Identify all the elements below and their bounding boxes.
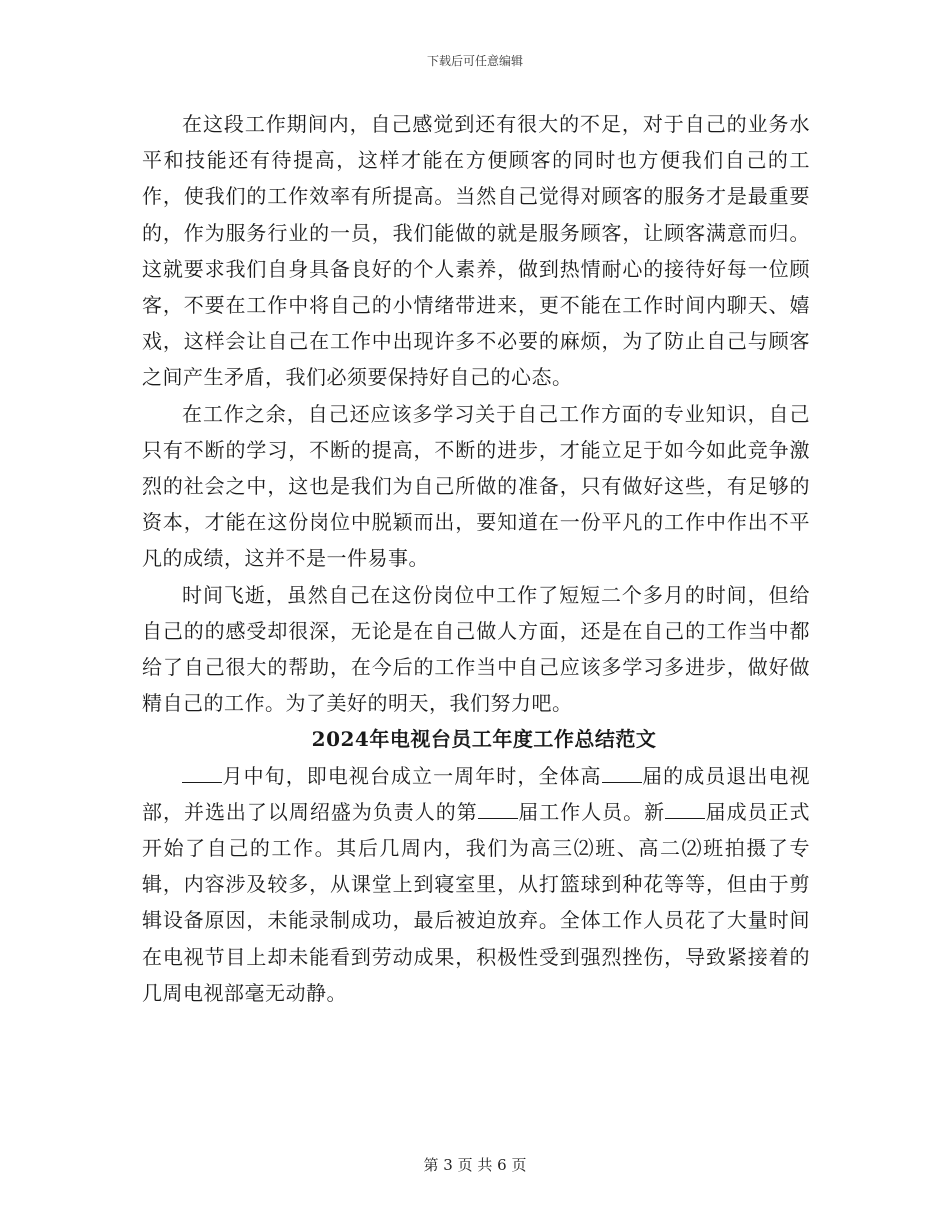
blank-underline (182, 761, 222, 783)
paragraph-4 (142, 758, 810, 1011)
paragraph-1: 在这段工作期间内，自己感觉到还有很大的不足，对于自己的业务水平和技能还有待提高，这样才能在方便顾客的同时也方便我们自己的工作，使我们的工作效率有所提高。当然自己觉得对顾客的服务才是最重要的，作为服务行业的一员，我们能做的就是服务顾客，让顾客满意而归。这就要求我们自身具备良好的个人素养，做到热情耐心的接待好每一位顾客，不要在工作中将自己的小情绪带进来，更不能在工作时间内聊天、嬉戏，这样会让自己在工作中出现许多不必要的麻烦，为了防止自己与顾客之间产生矛盾，我们必须要保持好自己的心态。 (142, 112, 810, 390)
section-title: 2024年电视台员工年度工作总结范文 (311, 727, 657, 752)
paragraph-4-part3: 届工作人员。新 (517, 799, 666, 824)
paragraph-4-part2: 届的成员退出电视部，并选出了以周绍盛为负责人的第 (142, 763, 811, 824)
blank-underline (665, 797, 705, 819)
blank-underline (602, 761, 642, 783)
page-number: 第 3 页 共 6 页 (423, 1156, 527, 1174)
paragraph-4-part4: 届成员正式开始了自己的工作。其后几周内，我们为高三⑵班、高二⑵班拍摄了专辑，内容涉及较多，从课堂上到寝室里，从打篮球到种花等等，但由于剪辑设备原因，未能录制成功，最后被迫放弃。全体工作人员花了大量时间在电视节目上却未能看到劳动成果，积极性受到强烈挫伤，导致紧接着的几周电视部毫无动静。 (142, 799, 811, 1005)
paragraph-4-part1: 月中旬，即电视台成立一周年时，全体高 (222, 763, 602, 788)
page-header-note: 下载后可任意编辑 (426, 54, 523, 68)
document-body (142, 106, 810, 1011)
paragraph-2: 在工作之余，自己还应该多学习关于自己工作方面的专业知识，自己只有不断的学习，不断的提高，不断的进步，才能立足于如今如此竞争激烈的社会之中，这也是我们为自己所做的准备，只有做好这些，有足够的资本，才能在这份岗位中脱颖而出，要知道在一份平凡的工作中作出不平凡的成绩，这并不是一件易事。 (142, 401, 810, 571)
blank-underline (478, 797, 518, 819)
paragraph-3: 时间飞逝，虽然自己在这份岗位中工作了短短二个多月的时间，但给自己的的感受却很深，无论是在自己做人方面，还是在自己的工作当中都给了自己很大的帮助，在今后的工作当中自己应该多学习多进步，做好做精自己的工作。为了美好的明天，我们努力吧。 (142, 582, 810, 716)
